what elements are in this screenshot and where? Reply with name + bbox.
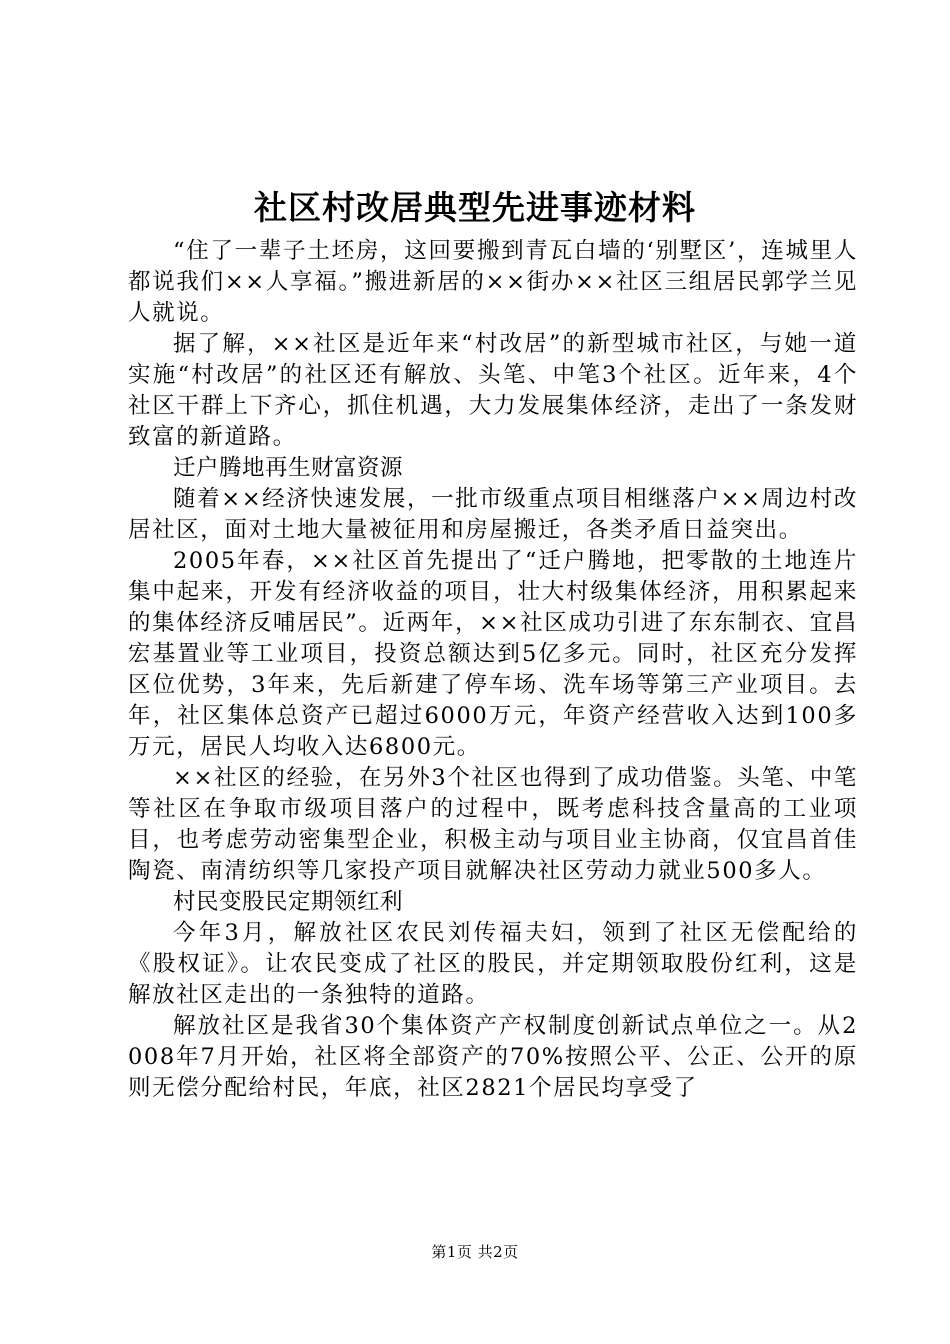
paragraph: “住了一辈子土坯房，这回要搬到青瓦白墙的‘别墅区’，连城里人都说我们××人享福。”搬进新居的××街办××社区三组居民郭学兰见人就说。	[128, 238, 858, 326]
section-heading: 迁户腾地再生财富资源	[173, 455, 404, 481]
paragraph: 2005年春，××社区首先提出了“迁户腾地，把零散的土地连片集中起来，开发有经济收益的项目，壮大村级集体经济，用积累起来的集体经济反哺居民”。近两年，××社区成功引进了东东制衣、宜昌宏基置业等工业项目，投资总额达到5亿多元。同时，社区充分发挥区位优势，3年来，先后新建了停车场、洗车场等第三产业项目。去年，社区集体总资产已超过6000万元，年资产经营收入达到100多万元，居民人均收入达6800元。	[128, 548, 858, 760]
paragraph: 今年3月，解放社区农民刘传福夫妇，领到了社区无偿配给的《股权证》。让农民变成了社区的股民，并定期领取股份红利，这是解放社区走出的一条独特的道路。	[128, 920, 858, 1008]
paragraph: 随着××经济快速发展，一批市级重点项目相继落户××周边村改居社区，面对土地大量被征用和房屋搬迁，各类矛盾日益突出。	[128, 486, 858, 543]
section-heading: 村民变股民定期领红利	[173, 889, 404, 915]
document-body	[128, 236, 858, 1104]
paragraph: 解放社区是我省30个集体资产产权制度创新试点单位之一。从2008年7月开始，社区将全部资产的70%按照公平、公正、公开的原则无偿分配给村民，年底，社区2821个居民均享受了	[128, 1013, 858, 1101]
document-title: 社区村改居典型先进事迹材料	[254, 188, 696, 227]
paragraph: 据了解，××社区是近年来“村改居”的新型城市社区，与她一道实施“村改居”的社区还有解放、头笔、中笔3个社区。近年来，4个社区干群上下齐心，抓住机遇，大力发展集体经济，走出了一条发财致富的新道路。	[128, 331, 858, 450]
paragraph: ××社区的经验，在另外3个社区也得到了成功借鉴。头笔、中笔等社区在争取市级项目落户的过程中，既考虑科技含量高的工业项目，也考虑劳动密集型企业，积极主动与项目业主协商，仅宜昌首佳陶瓷、南清纺织等几家投产项目就解决社区劳动力就业500多人。	[128, 765, 858, 884]
page-number-footer: 第1页 共2页	[431, 1243, 519, 1261]
